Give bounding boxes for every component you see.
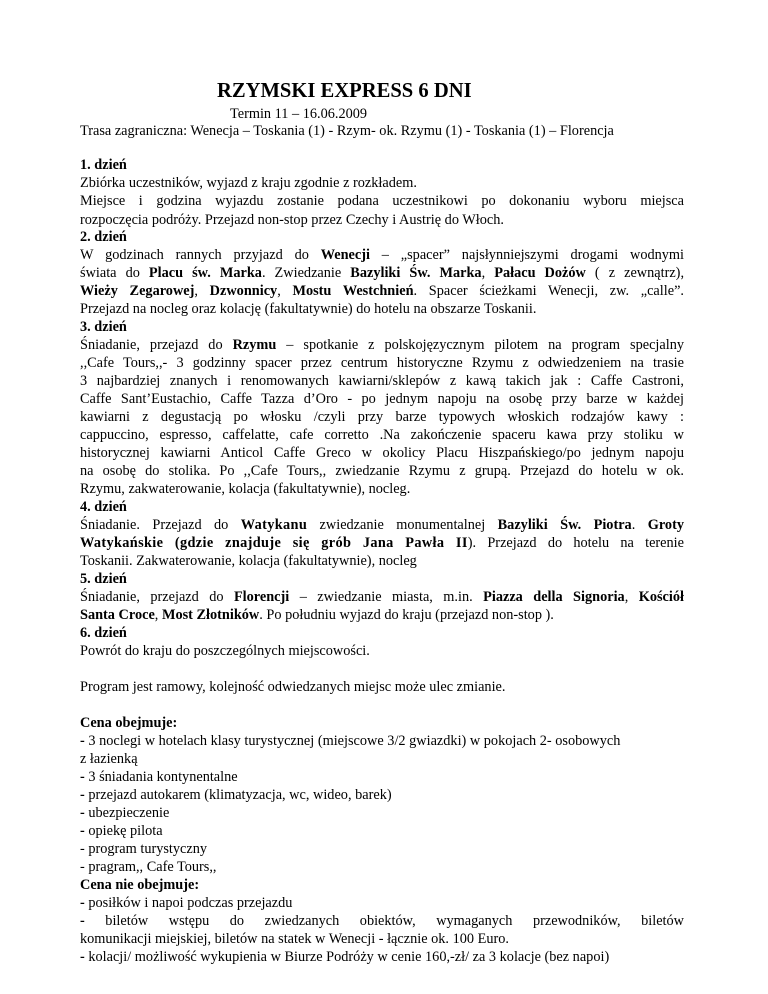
day-3-line: 3 najbardziej znanych i renomowanych kawiarni/sklepów z kawą takich jak : Caffe Castroni, bbox=[80, 373, 684, 389]
includes-item: - opiekę pilota bbox=[80, 823, 163, 839]
day-3-line: cappuccino, espresso, caffelatte, cafe corretto .Na zakończenie spaceru kawa przy stoliku w bbox=[80, 427, 684, 443]
day-6-header: 6. dzień bbox=[80, 625, 127, 641]
excludes-item: - biletów wstępu do zwiedzanych obiektów, wymaganych przewodników, biletów bbox=[80, 913, 684, 929]
day-3-line: historycznej kawiarni Anticol Caffe Greco w okolicy Placu Hiszpańskiego/po jednym napoju bbox=[80, 445, 684, 461]
day-4-line: Watykańskie (gdzie znajduje się grób Jana Pawła II). Przejazd do hotelu na terenie bbox=[80, 535, 684, 551]
day-3-line: ,,Cafe Tours,,- 3 godzinny spacer przez centrum historyczne Rzymu z odwiedzeniem na trasie bbox=[80, 355, 684, 371]
excludes-item: komunikacji miejskiej, biletów na statek w Wenecji - łącznie ok. 100 Euro. bbox=[80, 931, 509, 947]
day-1-line: rozpoczęcia podróży. Przejazd non-stop przez Czechy i Austrię do Włoch. bbox=[80, 212, 504, 228]
excludes-header: Cena nie obejmuje: bbox=[80, 877, 200, 893]
day-1-line: Zbiórka uczestników, wyjazd z kraju zgodnie z rozkładem. bbox=[80, 175, 417, 191]
day-2-line: W godzinach rannych przyjazd do Wenecji – „spacer” najsłynniejszymi drogami wodnymi bbox=[80, 247, 685, 263]
day-4-header: 4. dzień bbox=[80, 499, 127, 515]
day-2-line: Przejazd na nocleg oraz kolację (fakultatywnie) do hotelu na obszarze Toskanii. bbox=[80, 301, 537, 317]
day-1-line: Miejsce i godzina wyjazdu zostanie podana uczestnikowi po dokonaniu wyboru miejsca bbox=[80, 193, 684, 209]
includes-header: Cena obejmuje: bbox=[80, 715, 178, 731]
includes-item: - program turystyczny bbox=[80, 841, 208, 857]
trip-dates: Termin 11 – 16.06.2009 bbox=[230, 106, 368, 122]
includes-item: - 3 noclegi w hotelach klasy turystycznej (miejscowe 3/2 gwiazdki) w pokojach 2- osobowych bbox=[80, 733, 621, 749]
excludes-item: - kolacji/ możliwość wykupienia w Biurze Podróży w cenie 160,-zł/ za 3 kolacje (bez napoi) bbox=[80, 949, 610, 965]
includes-item: - ubezpieczenie bbox=[80, 805, 170, 821]
day-5-line: Santa Croce, Most Złotników. Po południu wyjazd do kraju (przejazd non-stop ). bbox=[80, 607, 554, 623]
day-3-line: Śniadanie, przejazd do Rzymu – spotkanie z polskojęzycznym pilotem na program specjalny bbox=[80, 337, 685, 353]
day-2-line: świata do Placu św. Marka. Zwiedzanie Bazyliki Św. Marka, Pałacu Dożów ( z zewnątrz), bbox=[80, 265, 685, 281]
day-3-line: Caffe Sant’Eustachio, Caffe Tazza d’Oro - po jednym napoju na osobę przy barze w każdej bbox=[80, 391, 684, 407]
trip-route: Trasa zagraniczna: Wenecja – Toskania (1) - Rzym- ok. Rzymu (1) - Toskania (1) – Florencja bbox=[80, 123, 614, 139]
day-1-header: 1. dzień bbox=[80, 157, 127, 173]
document-title: RZYMSKI EXPRESS 6 DNI bbox=[217, 80, 472, 102]
program-note: Program jest ramowy, kolejność odwiedzanych miejsc może ulec zmianie. bbox=[80, 679, 506, 695]
day-3-line: Rzymu, zakwaterowanie, kolacja (fakultatywnie), nocleg. bbox=[80, 481, 411, 497]
includes-item: - pragram,, Cafe Tours,, bbox=[80, 859, 217, 875]
day-3-line: na osobę do stolika. Po ,,Cafe Tours,, zwiedzanie Rzymu z grupą. Przejazd do hotelu w ok. bbox=[80, 463, 684, 479]
day-6-line: Powrót do kraju do poszczególnych miejscowości. bbox=[80, 643, 370, 659]
includes-item: z łazienką bbox=[80, 751, 138, 767]
day-2-line: Wieży Zegarowej, Dzwonnicy, Mostu Westchnień. Spacer ścieżkami Wenecji, zw. „calle”. bbox=[80, 283, 684, 299]
includes-item: - 3 śniadania kontynentalne bbox=[80, 769, 238, 785]
day-5-line: Śniadanie, przejazd do Florencji – zwiedzanie miasta, m.in. Piazza della Signoria, Kościół bbox=[80, 589, 684, 605]
day-3-header: 3. dzień bbox=[80, 319, 127, 335]
day-2-header: 2. dzień bbox=[80, 229, 127, 245]
day-4-line: Toskanii. Zakwaterowanie, kolacja (fakultatywnie), nocleg bbox=[80, 553, 417, 569]
day-3-line: kawiarni z degustacją po włosku /czyli przy barze typowych włoskich rodzajów kawy : bbox=[80, 409, 684, 425]
day-5-header: 5. dzień bbox=[80, 571, 127, 587]
day-4-line: Śniadanie. Przejazd do Watykanu zwiedzanie monumentalnej Bazyliki Św. Piotra. Groty bbox=[80, 517, 684, 533]
excludes-item: - posiłków i napoi podczas przejazdu bbox=[80, 895, 293, 911]
includes-item: - przejazd autokarem (klimatyzacja, wc, wideo, barek) bbox=[80, 787, 392, 803]
